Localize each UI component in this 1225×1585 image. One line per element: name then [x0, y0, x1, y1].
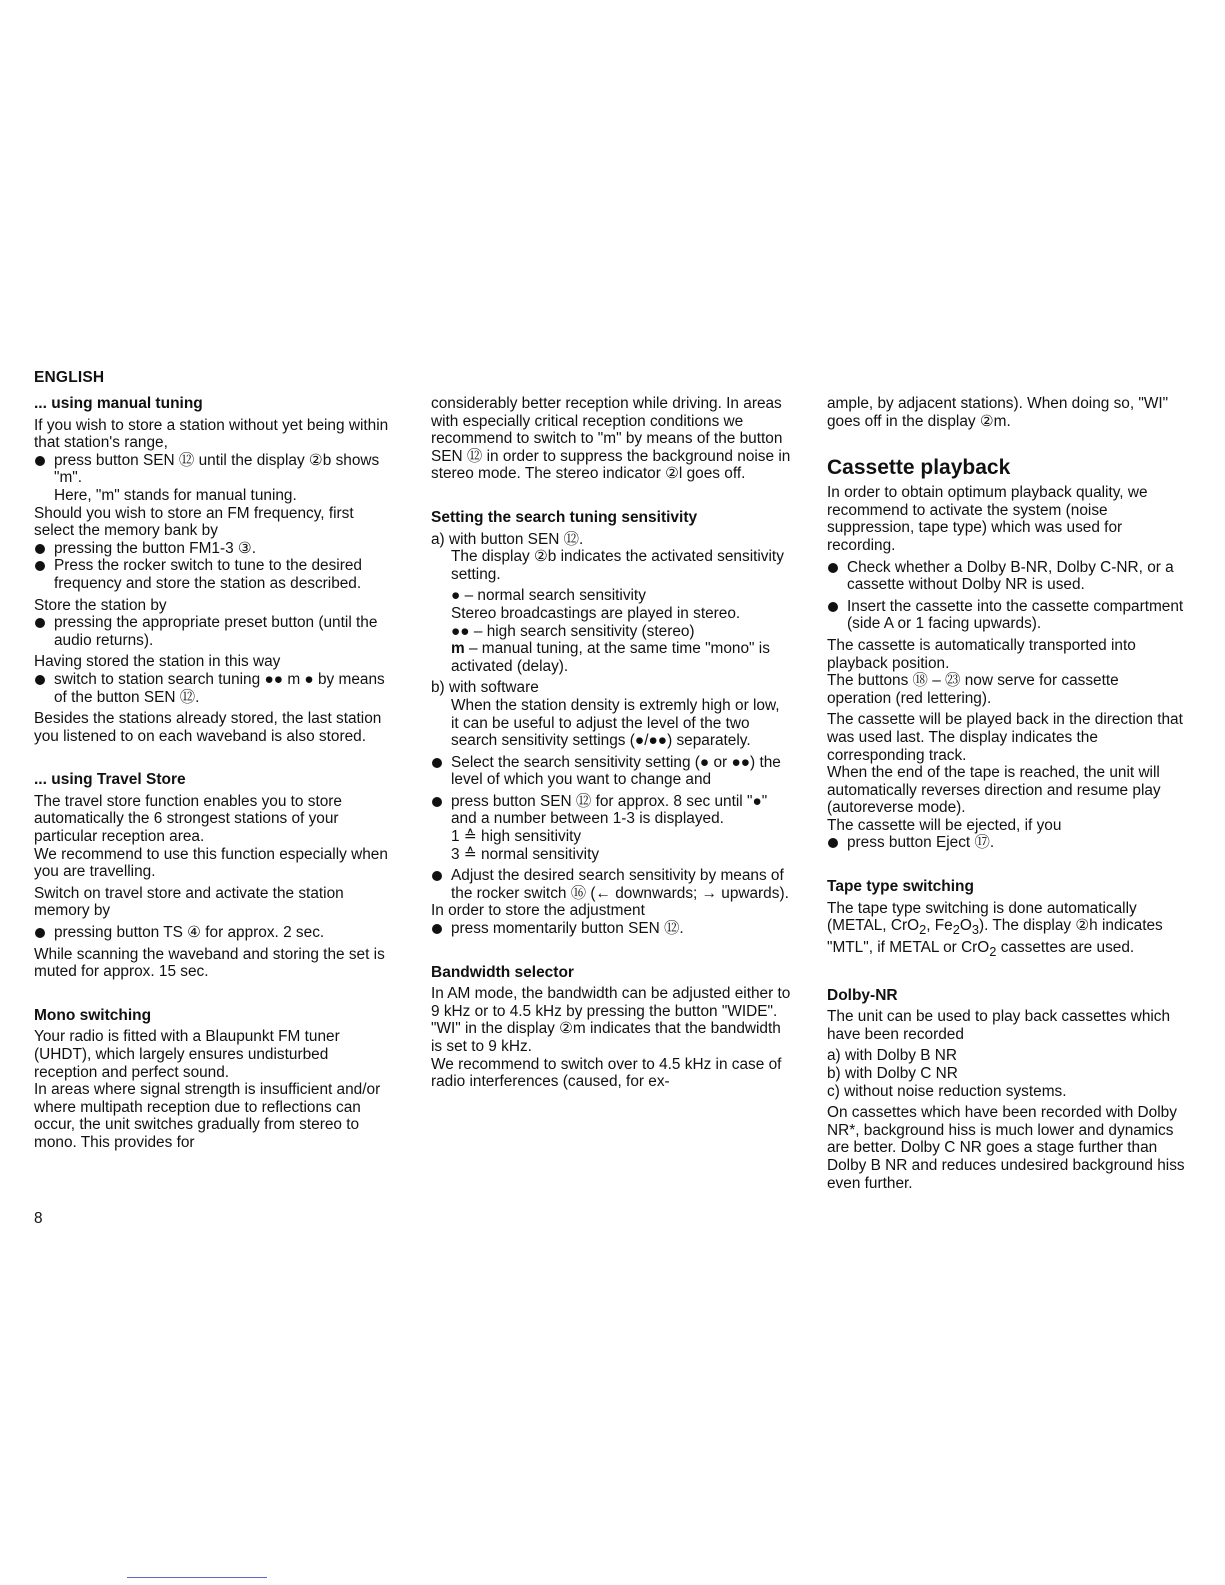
paragraph: considerably better reception while driving. In areas with especially critical reception conditions we recommend to switch to "m" by means of the button SEN ⑫ in order to suppress the background noise in stereo mode. The stereo indicator ②l goes off. [431, 395, 791, 483]
bullet-item: press button SEN ⑫ until the display ②b shows "m". [34, 452, 394, 487]
paragraph: ample, by adjacent stations). When doing so, "WI" goes off in the display ②m. [827, 395, 1169, 430]
bullet-item: Select the search sensitivity setting (● or ●●) the level of which you want to change and [431, 754, 791, 789]
paragraph: Should you wish to store an FM frequency, first select the memory bank by [34, 504, 354, 540]
paragraph: Besides the stations already stored, the last station you listened to on each waveband is also stored. [34, 710, 382, 745]
paragraph: ● – normal search sensitivity [451, 587, 646, 605]
paragraph: Store the station by [34, 596, 167, 614]
section-heading-tape-type: Tape type switching [827, 878, 974, 896]
column-2 [431, 395, 791, 1091]
text-run: ). The display ②h indicates "MTL", if METAL or CrO [827, 917, 1163, 956]
paragraph: The display ②b indicates the activated sensitivity setting. [451, 548, 784, 583]
bullet-item: Press the rocker switch to tune to the desired frequency and store the station as described. [34, 557, 394, 592]
paragraph: The unit can be used to play back cassettes which have been recorded [827, 1008, 1171, 1043]
section-heading-search-sensitivity: Setting the search tuning sensitivity [431, 508, 698, 526]
section-heading-bandwidth: Bandwidth selector [431, 963, 574, 981]
text-run: O [959, 917, 972, 935]
bullet-item: pressing the appropriate preset button (until the audio returns). [34, 614, 394, 649]
paragraph: We recommend to use this function especially when you are travelling. [34, 845, 388, 881]
paragraph: If you wish to store a station without yet being within that station's range, [34, 416, 389, 452]
subscript: 2 [989, 944, 997, 959]
text-run: cassettes are used. [996, 938, 1135, 956]
paragraph-tape-type [827, 900, 1187, 961]
paragraph: When the station density is extremly high or low, it can be useful to adjust the level of the two search sensitivity settings (●/●●) separately. [451, 696, 780, 750]
paragraph: In order to store the adjustment [431, 902, 645, 920]
bullet-item: Adjust the desired search sensitivity by means of the rocker switch ⑯ (← downwards; → upwards). [431, 867, 791, 902]
page-number: 8 [34, 1210, 43, 1227]
list-item-b: b) with software [431, 679, 539, 697]
bullet-item: pressing the button FM1-3 ③. [34, 540, 394, 558]
column-3 [827, 395, 1187, 1192]
paragraph: In order to obtain optimum playback quality, we recommend to activate the system (noise suppression, tape type) which was used for recording. [827, 484, 1148, 554]
paragraph: When the end of the tape is reached, the unit will automatically reverses direction and resume play (autoreverse mode). [827, 764, 1161, 817]
paragraph: The cassette will be played back in the direction that was used last. The display indicates the corresponding track. [827, 711, 1183, 764]
text-run: , Fe [926, 917, 953, 935]
column-1 [34, 395, 394, 1152]
paragraph: The buttons ⑱ – ㉓ now serve for cassette operation (red lettering). [827, 672, 1119, 707]
paragraph: While scanning the waveband and storing the set is muted for approx. 15 sec. [34, 945, 385, 981]
paragraph: We recommend to switch over to 4.5 kHz in case of radio interferences (caused, for ex- [431, 1055, 782, 1091]
manual-mode-symbol: m [451, 640, 465, 658]
paragraph: Your radio is fitted with a Blaupunkt FM tuner (UHDT), which largely ensures undisturbed reception and perfect sound. [34, 1028, 340, 1081]
paragraph: ●● – high search sensitivity (stereo) [451, 622, 695, 640]
list-item-a: a) with Dolby B NR [827, 1047, 958, 1065]
paragraph [431, 640, 791, 675]
bullet-item: switch to station search tuning ●● m ● by means of the button SEN ⑫. [34, 671, 394, 706]
bullet-item: Insert the cassette into the cassette compartment (side A or 1 facing upwards). [827, 598, 1187, 633]
bullet-item: press button SEN ⑫ for approx. 8 sec until "●" and a number between 1-3 is displayed. [431, 793, 791, 828]
paragraph: Stereo broadcastings are played in stereo. [451, 604, 741, 622]
paragraph: The cassette is automatically transported into playback position. [827, 636, 1136, 672]
section-heading-cassette-playback: Cassette playback [827, 456, 1011, 480]
section-heading-manual-tuning: ... using manual tuning [34, 395, 203, 412]
paragraph: In AM mode, the bandwidth can be adjusted either to 9 kHz or to 4.5 kHz by pressing the button "WIDE". [431, 985, 791, 1020]
paragraph: Here, "m" stands for manual tuning. [54, 486, 297, 504]
bullet-item: press momentarily button SEN ⑫. [431, 920, 791, 938]
paragraph: "WI" in the display ②m indicates that the bandwidth is set to 9 kHz. [431, 1020, 781, 1055]
list-item-c: c) without noise reduction systems. [827, 1082, 1067, 1100]
list-item-a: a) with button SEN ⑫. [431, 530, 584, 548]
section-heading-dolby-nr: Dolby-NR [827, 986, 898, 1004]
subscript: 2 [952, 922, 960, 938]
subscript: 3 [971, 922, 979, 938]
bullet-item: Check whether a Dolby B-NR, Dolby C-NR, or a cassette without Dolby NR is used. [827, 559, 1187, 594]
paragraph: 3 ≙ normal sensitivity [451, 845, 600, 863]
bullet-item: pressing button TS ④ for approx. 2 sec. [34, 924, 394, 942]
paragraph: 1 ≙ high sensitivity [451, 828, 582, 846]
footer-rule [127, 1577, 267, 1578]
list-item-b: b) with Dolby C NR [827, 1064, 958, 1082]
page-language-heading: ENGLISH [34, 369, 105, 386]
manual-mode-text: – manual tuning, at the same time "mono" is activated (delay). [451, 640, 770, 675]
paragraph: The cassette will be ejected, if you [827, 816, 1062, 834]
paragraph: Having stored the station in this way [34, 653, 281, 671]
section-heading-mono-switching: Mono switching [34, 1006, 152, 1024]
paragraph: In areas where signal strength is insufficient and/or where multipath reception due to reflections can occur, the unit switches gradually from stereo to mono. This provides for [34, 1081, 381, 1151]
bullet-item: press button Eject ⑰. [827, 834, 1187, 852]
section-heading-travel-store: ... using Travel Store [34, 771, 186, 789]
paragraph: On cassettes which have been recorded with Dolby NR*, background hiss is much lower and dynamics are better. Dolby C NR goes a stage further than Dolby B NR and reduces undesired background hiss even further. [827, 1104, 1185, 1192]
paragraph: Switch on travel store and activate the station memory by [34, 884, 344, 920]
subscript: 2 [919, 922, 927, 938]
paragraph: The travel store function enables you to store automatically the 6 strongest stations of your particular reception area. [34, 792, 342, 846]
text-run: The tape type switching is done automatically (METAL, CrO [827, 899, 1137, 935]
